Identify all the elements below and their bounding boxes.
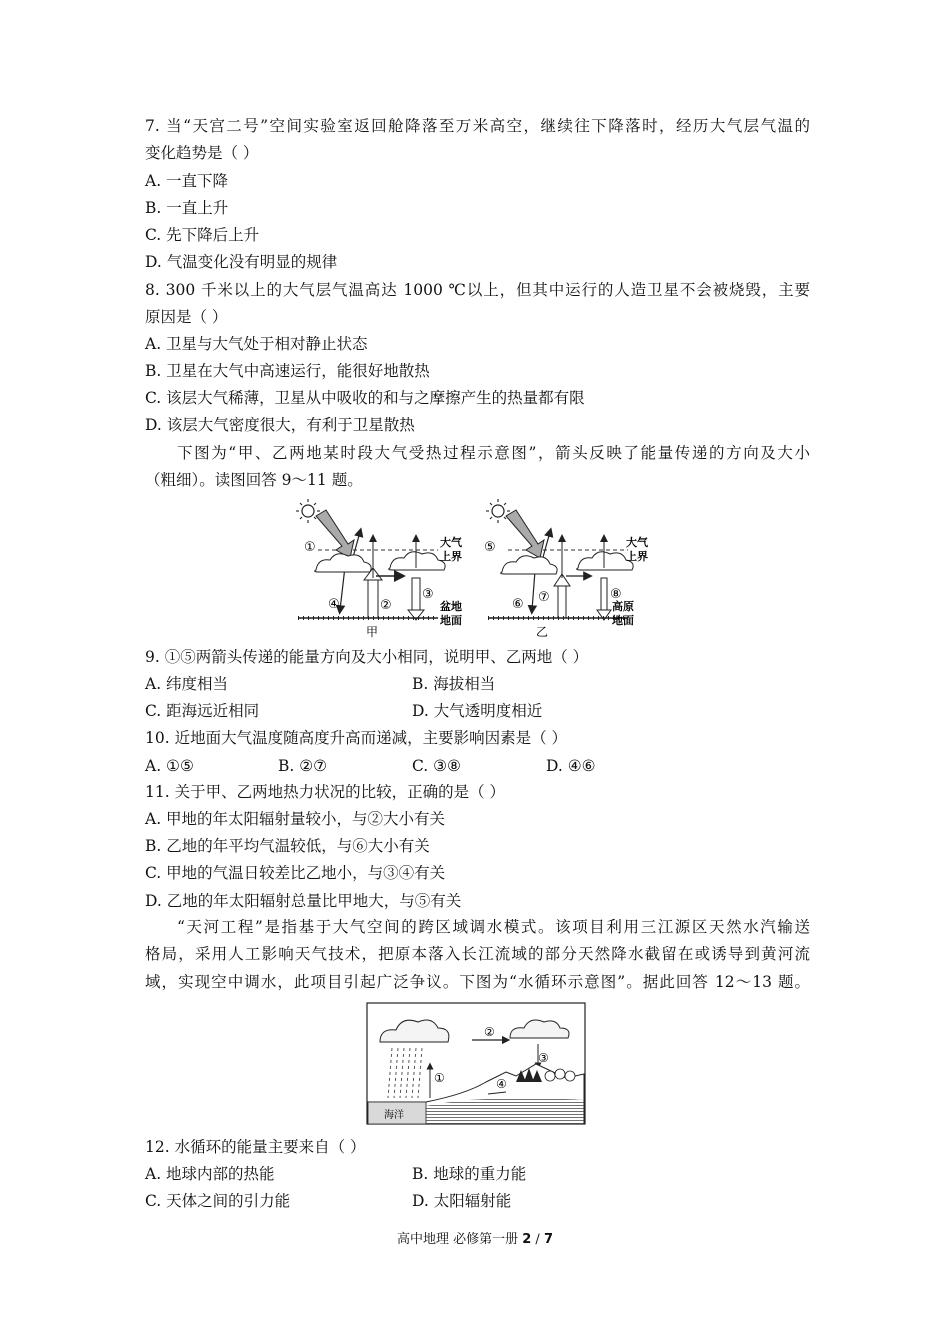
q12-option-b: B. 地球的重力能 — [412, 1165, 527, 1183]
label-c3: ③ — [538, 1051, 549, 1065]
q8-option-a: A. 卫星与大气处于相对静止状态 — [145, 335, 368, 353]
label-c1: ① — [434, 1071, 445, 1085]
water-cycle-figure — [366, 1002, 586, 1126]
panel-label: 乙 — [536, 625, 549, 639]
intro2-line3: 域，实现空中调水，此项目引起广泛争议。下图为“水循环示意图”。据此回答 12～13 题。 — [145, 973, 810, 991]
q11-option-a: A. 甲地的年太阳辐射量较小，与②大小有关 — [145, 810, 446, 828]
q7-option-a: A. 一直下降 — [145, 172, 229, 190]
intro2-line2: 格局，采用人工影响天气技术，把原本落入长江流域的部分天然降水截留在或诱导到黄河流 — [145, 945, 810, 963]
intro1-line2: （粗细）。读图回答 9～11 题。 — [145, 471, 363, 489]
label-c1: ⑤ — [484, 540, 496, 555]
label-c1: ① — [304, 540, 316, 555]
q7-option-c: C. 先下降后上升 — [145, 226, 260, 244]
q10-option-a: A. ①⑤ — [145, 757, 194, 775]
q9-option-d: D. 大气透明度相近 — [412, 702, 543, 720]
top-label-1: 大气 — [626, 536, 648, 549]
footer-title: 高中地理 必修第一册 — [396, 1232, 523, 1247]
label-c3: ⑦ — [538, 590, 550, 605]
q9-option-c: C. 距海远近相同 — [145, 702, 260, 720]
intro2-line1: “天河工程”是指基于大气空间的跨区域调水模式。该项目利用三江源区天然水汽输送 — [177, 918, 810, 936]
label-c3: ③ — [422, 587, 434, 602]
ground-label-1: 盆地 — [440, 600, 462, 613]
page-footer — [0, 1228, 950, 1247]
q10-option-d: D. ④⑥ — [546, 757, 596, 775]
q12-stem: 12. 水循环的能量主要来自（ ） — [145, 1138, 366, 1156]
q8-option-d: D. 该层大气密度很大，有利于卫星散热 — [145, 416, 415, 434]
q7-stem-line2: 变化趋势是（ ） — [145, 144, 259, 162]
q9-stem: 9. ①⑤两箭头传递的能量方向及大小相同，说明甲、乙两地（ ） — [145, 648, 589, 666]
sun-icon — [486, 499, 510, 523]
sun-icon — [296, 499, 320, 523]
q7-option-d: D. 气温变化没有明显的规律 — [145, 253, 338, 271]
q10-stem: 10. 近地面大气温度随高度升高而递减，主要影响因素是（ ） — [145, 729, 568, 747]
top-label-1: 大气 — [440, 536, 462, 549]
q11-option-b: B. 乙地的年平均气温较低，与⑥大小有关 — [145, 837, 430, 855]
q9-option-b: B. 海拔相当 — [412, 675, 496, 693]
ground-label-2: 地面 — [440, 614, 462, 627]
q8-option-c: C. 该层大气稀薄，卫星从中吸收的和与之摩擦产生的热量都有限 — [145, 389, 585, 407]
ground-label-2: 地面 — [612, 614, 634, 627]
page-total: 7 — [543, 1232, 553, 1247]
top-label-2: 上界 — [440, 550, 462, 563]
label-c4: ⑧ — [610, 587, 622, 602]
label-c2: ⑥ — [512, 597, 524, 612]
q11-option-c: C. 甲地的气温日较差比乙地小，与③④有关 — [145, 864, 446, 882]
ocean-label: 海洋 — [384, 1110, 404, 1121]
q11-stem: 11. 关于甲、乙两地热力状况的比较，正确的是（ ） — [145, 783, 506, 801]
ground-label-1: 高原 — [612, 600, 634, 613]
label-c2: ② — [484, 1025, 495, 1039]
page-separator: / — [531, 1232, 544, 1247]
q8-option-b: B. 卫星在大气中高速运行，能很好地散热 — [145, 362, 430, 380]
label-c4: ④ — [496, 1077, 507, 1091]
q7-option-b: B. 一直上升 — [145, 199, 229, 217]
q12-option-c: C. 天体之间的引力能 — [145, 1192, 291, 1210]
q10-option-c: C. ③⑧ — [412, 757, 461, 775]
atmosphere-heating-figure — [288, 498, 668, 640]
panel-jia — [296, 499, 463, 639]
page-number: 2 — [522, 1232, 532, 1247]
top-label-2: 上界 — [626, 550, 648, 563]
label-c4: ④ — [328, 597, 340, 612]
intro1-line1: 下图为“甲、乙两地某时段大气受热过程示意图”，箭头反映了能量传递的方向及大小 — [177, 444, 810, 462]
q8-stem-line2: 原因是（ ） — [145, 308, 228, 326]
q12-option-a: A. 地球内部的热能 — [145, 1165, 275, 1183]
q9-option-a: A. 纬度相当 — [145, 675, 229, 693]
label-c2: ② — [380, 598, 392, 613]
q12-option-d: D. 太阳辐射能 — [412, 1192, 512, 1210]
panel-label: 甲 — [366, 625, 379, 639]
q11-option-d: D. 乙地的年太阳辐射总量比甲地大，与⑤有关 — [145, 892, 462, 910]
q8-stem-line1: 8. 300 千米以上的大气层气温高达 1000 ℃以上，但其中运行的人造卫星不会被烧毁，主要 — [145, 281, 810, 299]
q10-option-b: B. ②⑦ — [278, 757, 328, 775]
q7-stem-line1: 7. 当“天宫二号”空间实验室返回舱降落至万米高空，继续往下降落时，经历大气层气温的 — [145, 117, 810, 135]
panel-yi — [484, 499, 649, 639]
